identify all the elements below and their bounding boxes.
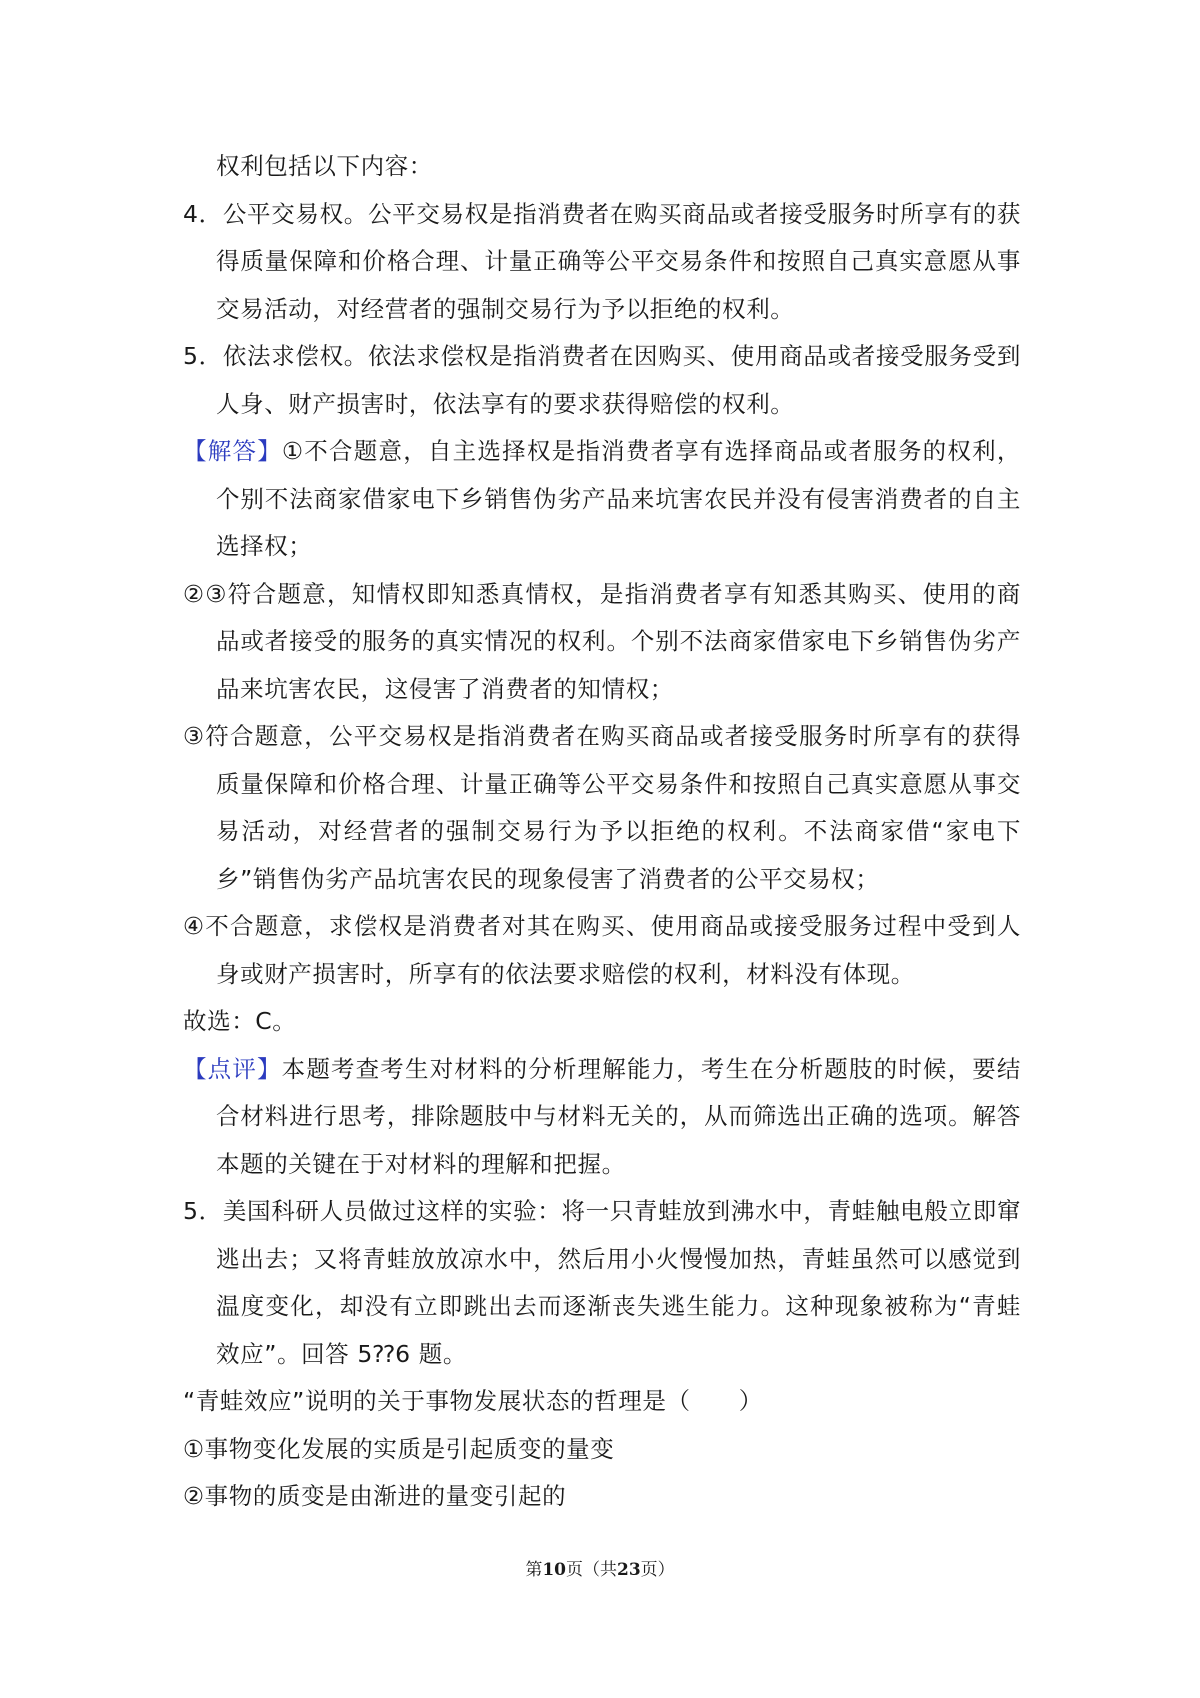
- answer-paragraph: [183, 428, 1021, 571]
- item-compensation-right: 5．依法求偿权。依法求偿权是指消费者在因购买、使用商品或者接受服务受到人身、财产损害时，依法享有的要求获得赔偿的权利。: [183, 342, 1021, 418]
- option-1: ①事物变化发展的实质是引起质变的量变: [183, 1434, 615, 1463]
- question-prompt: “青蛙效应”说明的关于事物发展状态的哲理是（ ）: [183, 1387, 763, 1415]
- page-footer: [0, 1555, 1200, 1580]
- option-2: ②事物的质变是由渐进的量变引起的: [183, 1482, 567, 1510]
- footer-mid: 页（共: [566, 1560, 617, 1580]
- footer-prefix: 第: [525, 1560, 543, 1580]
- answer-point-4: ④不合题意，求偿权是消费者对其在购买、使用商品或接受服务过程中受到人身或财产损害时，所享有的依法要求赔偿的权利，材料没有体现。: [183, 912, 1021, 988]
- question-5-stem: 5．美国科研人员做过这样的实验：将一只青蛙放到沸水中，青蛙触电般立即窜逃出去；又将青蛙放放凉水中，然后用小火慢慢加热，青蛙虽然可以感觉到温度变化，却没有立即跳出去而逐渐丧失逃生能力。这种现象被称为“青蛙效应”。回答 5⁇6 题。: [183, 1197, 1021, 1368]
- answer-point-3: ③符合题意，公平交易权是指消费者在购买商品或者接受服务时所享有的获得质量保障和价格合理、计量正确等公平交易条件和按照自己真实意愿从事交易活动，对经营者的强制交易行为予以拒绝的权利。不法商家借“家电下乡”销售伪劣产品坑害农民的现象侵害了消费者的公平交易权；: [183, 722, 1021, 893]
- comment-paragraph: [183, 1046, 1021, 1189]
- answer-choice: 故选：C。: [183, 1007, 297, 1035]
- footer-suffix: 页）: [640, 1560, 675, 1580]
- continued-text: 权利包括以下内容：: [216, 152, 433, 180]
- page-body: [183, 143, 1021, 1521]
- footer-total-pages: 23: [617, 1560, 641, 1580]
- answer-tag: 【解答】: [183, 437, 282, 465]
- item-fair-trade-right: 4．公平交易权。公平交易权是指消费者在购买商品或者接受服务时所享有的获得质量保障和价格合理、计量正确等公平交易条件和按照自己真实意愿从事交易活动，对经营者的强制交易行为予以拒绝的权利。: [183, 199, 1021, 323]
- comment-text: 本题考查考生对材料的分析理解能力，考生在分析题肢的时候，要结合材料进行思考，排除题肢中与材料无关的，从而筛选出正确的选项。解答本题的关键在于对材料的理解和把握。: [216, 1054, 1021, 1178]
- answer-point-2-3: ②③符合题意，知情权即知悉真情权，是指消费者享有知悉其购买、使用的商品或者接受的服务的真实情况的权利。个别不法商家借家电下乡销售伪劣产品来坑害农民，这侵害了消费者的知情权；: [183, 579, 1021, 703]
- comment-tag: 【点评】: [183, 1054, 282, 1083]
- answer-text: ①不合题意，自主选择权是指消费者享有选择商品或者服务的权利，个别不法商家借家电下乡销售伪劣产品来坑害农民并没有侵害消费者的自主选择权；: [216, 437, 1021, 560]
- footer-page-number: 10: [542, 1560, 566, 1580]
